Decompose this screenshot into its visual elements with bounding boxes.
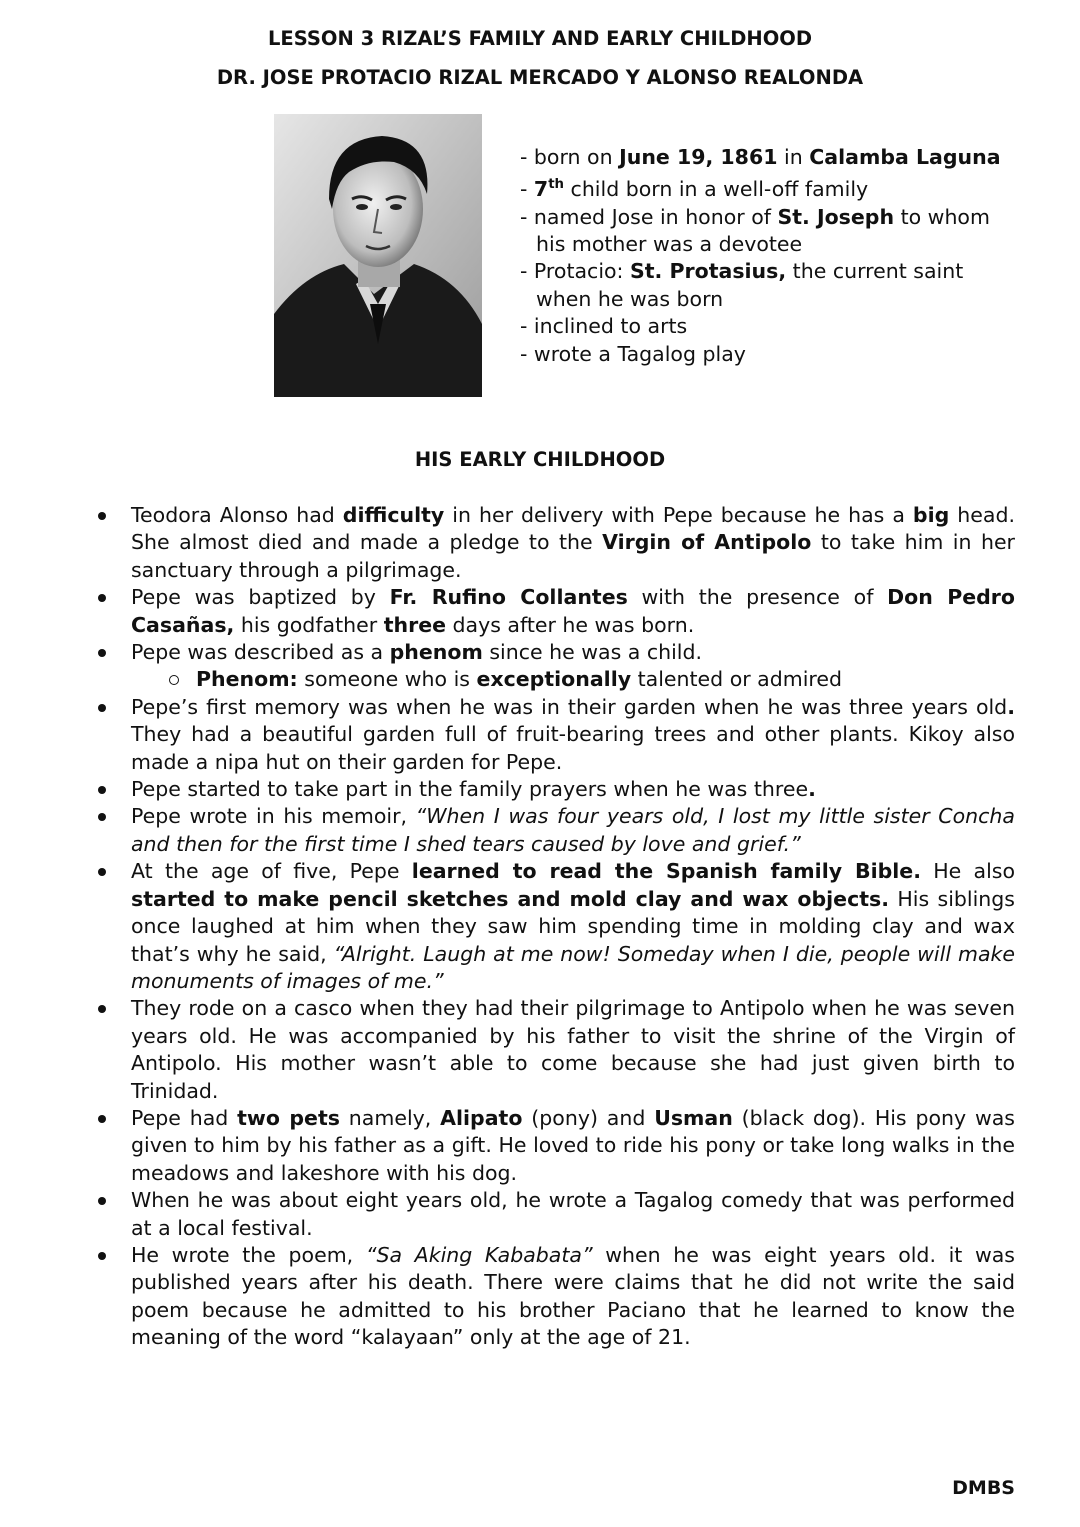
list-item: When he was about eight years old, he wrote a Tagalog comedy that was performed at a local festival.: [131, 1187, 1015, 1242]
fact-item: - inclined to arts: [520, 313, 1020, 340]
fact-item: - born on June 19, 1861 in Calamba Laguna: [520, 144, 1020, 171]
fact-item: - Protacio: St. Protasius, the current saint when he was born: [520, 258, 1020, 313]
list-item: Pepe started to take part in the family prayers when he was three.: [131, 776, 1015, 803]
list-item: Pepe was baptized by Fr. Rufino Collantes with the presence of Don Pedro Casañas, his godfather three days after he was born.: [131, 584, 1015, 639]
list-item: Pepe was described as a phenom since he was a child.: [131, 639, 1015, 666]
biography-facts-list: [520, 144, 1020, 368]
list-item: He wrote the poem, “Sa Aking Kababata” when he was eight years old. it was published years after his death. There were claims that he did not write the said poem because he admitted to his brother Paciano that he learned to know the meaning of the word “kalayaan” only at the age of 21.: [131, 1242, 1015, 1352]
list-item: Teodora Alonso had difficulty in her delivery with Pepe because he has a big head. She almost died and made a pledge to the Virgin of Antipolo to take him in her sanctuary through a pilgrimage.: [131, 502, 1015, 584]
section-heading: HIS EARLY CHILDHOOD: [414, 448, 666, 471]
list-item: Pepe’s first memory was when he was in their garden when he was three years old. They had a beautiful garden full of fruit-bearing trees and other plants. Kikoy also made a nipa hut on their garden for Pepe.: [131, 694, 1015, 776]
list-item: At the age of five, Pepe learned to read the Spanish family Bible. He also started to make pencil sketches and mold clay and wax objects. His siblings once laughed at him when they saw him spending time in molding clay and wax that’s why he said, “Alright. Laugh at me now! Someday when I die, people will make monuments of images of me.”: [131, 858, 1015, 995]
lesson-title: LESSON 3 RIZAL’S FAMILY AND EARLY CHILDHOOD: [267, 27, 813, 50]
sub-list-item: Phenom: someone who is exceptionally talented or admired: [131, 666, 1015, 693]
subject-full-name: DR. JOSE PROTACIO RIZAL MERCADO Y ALONSO REALONDA: [216, 66, 864, 89]
list-item: Pepe wrote in his memoir, “When I was four years old, I lost my little sister Concha and then for the first time I shed tears caused by love and grief.”: [131, 803, 1015, 858]
list-item: Pepe had two pets namely, Alipato (pony) and Usman (black dog). His pony was given to him by his father as a gift. He loved to ride his pony or take long walks in the meadows and lakeshore with his dog.: [131, 1105, 1015, 1187]
list-item: They rode on a casco when they had their pilgrimage to Antipolo when he was seven years old. He was accompanied by his father to visit the shrine of the Virgin of Antipolo. His mother wasn’t able to come because she had just given birth to Trinidad.: [131, 995, 1015, 1105]
portrait-photo: [274, 114, 482, 397]
footer-initials: DMBS: [952, 1477, 1015, 1499]
fact-item: - named Jose in honor of St. Joseph to whom his mother was a devotee: [520, 204, 1020, 259]
early-childhood-list: [131, 502, 1015, 1352]
fact-item: - 7th child born in a well-off family: [520, 171, 1020, 203]
fact-item: - wrote a Tagalog play: [520, 341, 1020, 368]
portrait-illustration: [274, 114, 482, 397]
